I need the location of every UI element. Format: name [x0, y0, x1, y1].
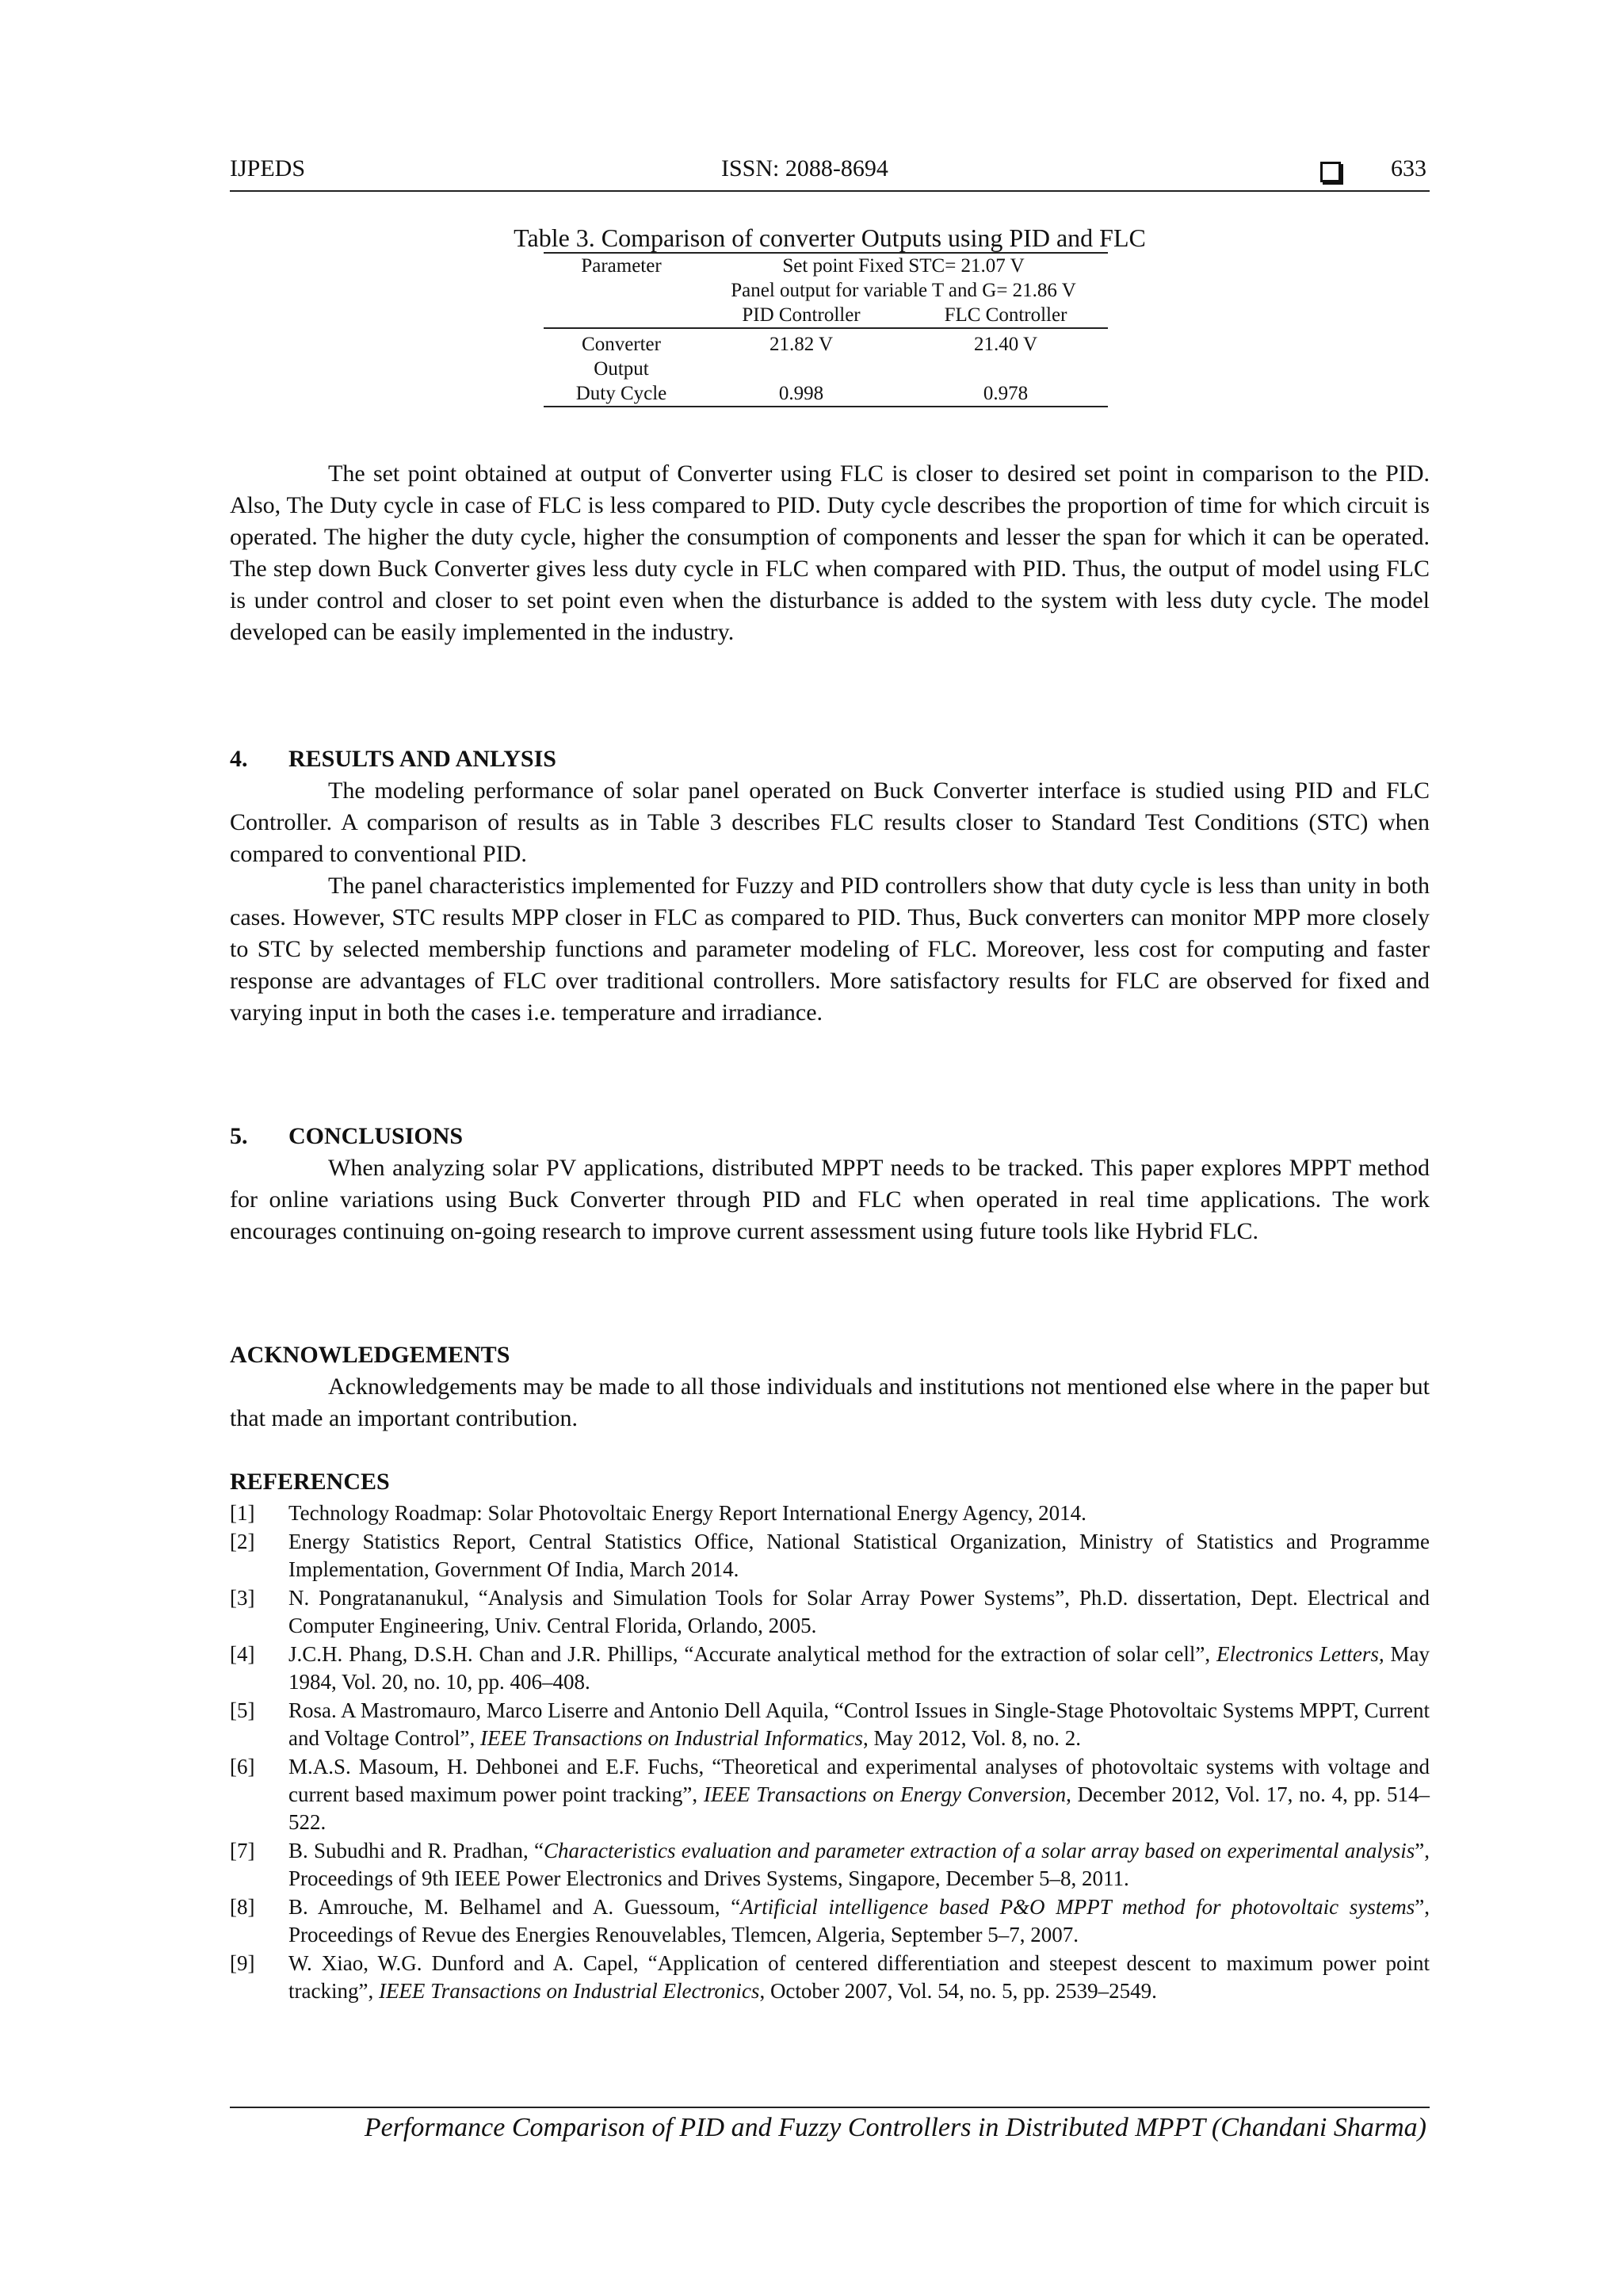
- acknowledgements-heading: ACKNOWLEDGEMENTS: [230, 1342, 510, 1368]
- table-row: [544, 381, 1108, 407]
- reference-item: [230, 1753, 1430, 1836]
- reference-number: [2]: [230, 1530, 255, 1553]
- section-heading-conclusions: [230, 1121, 463, 1152]
- table-header-setpoint-fixed: Set point Fixed STC= 21.07 V: [699, 253, 1108, 278]
- table-cell-flc: 0.978: [903, 381, 1108, 407]
- reference-number: [4]: [230, 1642, 255, 1666]
- section-heading-results: [230, 743, 556, 775]
- reference-text: Technology Roadmap: Solar Photovoltaic Energy Report International Energy Agency, 2014.: [288, 1501, 1086, 1525]
- reference-item: [230, 1950, 1430, 2005]
- table-header-flc: FLC Controller: [944, 304, 1067, 326]
- page-footer: [230, 2107, 1430, 2143]
- paragraph-text: The set point obtained at output of Converter using FLC is closer to desired set point in comparison to the PID. Also, The Duty cycle in case of FLC is less compared to PID. Duty cycle describes the proportion of time for which circuit is operated. The higher the duty cycle, higher the consumption of components and lesser the span for which it can be operated. The step down Buck Converter gives less duty cycle in FLC when compared with PID. Thus, the output of model using FLC is under control and closer to set point even when the disturbance is added to the system with less duty cycle. The model developed can be easily implemented in the industry.: [230, 460, 1430, 645]
- reference-number: [5]: [230, 1698, 255, 1722]
- section-title: RESULTS AND ANLYSIS: [288, 746, 556, 772]
- reference-text: N. Pongratananukul, “Analysis and Simulation Tools for Solar Array Power Systems”, Ph.D. dissertation, Dept. Electrical and Computer Engineering, Univ. Central Florida, Orlando, 2005.: [288, 1586, 1430, 1637]
- page-header: [230, 155, 1430, 192]
- reference-item: [230, 1528, 1430, 1584]
- paragraph-text: When analyzing solar PV applications, distributed MPPT needs to be tracked. This paper explores MPPT method for online variations using Buck Converter through PID and FLC when operated in real time applications. The work encourages continuing on-going research to improve current assessment using future tools like Hybrid FLC.: [230, 1155, 1430, 1244]
- section-number: 5.: [230, 1123, 248, 1149]
- table-cell-parameter: [544, 328, 699, 381]
- table-header-setpoint-variable: Panel output for variable T and G= 21.86 V: [731, 280, 1076, 301]
- reference-text: Rosa. A Mastromauro, Marco Liserre and Antonio Dell Aquila, “Control Issues in Single-Stage Photovoltaic Systems MPPT, Current and Voltage Control”, IEEE Transactions on Industrial Informatics, May 2012, Vol. 8, no. 2.: [288, 1698, 1430, 1750]
- issn: ISSN: 2088-8694: [721, 155, 888, 181]
- reference-item: [230, 1893, 1430, 1949]
- body-paragraph: [230, 1371, 1430, 1435]
- table-header-row: [544, 253, 1108, 278]
- body-paragraph: [230, 870, 1430, 1029]
- reference-item: [230, 1499, 1430, 1527]
- reference-text: B. Subudhi and R. Pradhan, “Characteristics evaluation and parameter extraction of a solar array based on experimental analysis”, Proceedings of 9th IEEE Power Electronics and Drives Systems, Singapore, December 5–8, 2011.: [288, 1839, 1430, 1890]
- table-caption: Table 3. Comparison of converter Outputs using PID and FLC: [514, 223, 1146, 252]
- section-title: CONCLUSIONS: [288, 1123, 464, 1149]
- reference-number: [7]: [230, 1839, 255, 1862]
- table-cell-parameter: Duty Cycle: [544, 381, 699, 407]
- table-cell-pid: 21.82 V: [699, 328, 903, 381]
- reference-number: [9]: [230, 1951, 255, 1975]
- table-cell-pid: 0.998: [699, 381, 903, 407]
- body-paragraph: [230, 1152, 1430, 1247]
- table-header-parameter: Parameter: [544, 253, 699, 278]
- table-header-row: [544, 278, 1108, 303]
- references-heading: REFERENCES: [230, 1469, 390, 1495]
- reference-item: [230, 1584, 1430, 1640]
- reference-number: [6]: [230, 1755, 255, 1778]
- reference-text: Energy Statistics Report, Central Statistics Office, National Statistical Organization, Ministry of Statistics and Programme Implementation, Government Of India, March 2014.: [288, 1530, 1430, 1581]
- footer-title: Performance Comparison of PID and Fuzzy Controllers in Distributed MPPT (Chandani Sharma): [364, 2113, 1426, 2142]
- page-number: 633: [1391, 155, 1426, 181]
- table-cell-text: Converter: [582, 334, 661, 355]
- table-header-row: [544, 303, 1108, 328]
- checkbox-square-icon: [1320, 162, 1341, 182]
- reference-item: [230, 1641, 1430, 1696]
- comparison-table: [544, 252, 1108, 407]
- paragraph-text: Acknowledgements may be made to all those individuals and institutions not mentioned else where in the paper but that made an important contribution.: [230, 1373, 1430, 1431]
- reference-number: [3]: [230, 1586, 255, 1610]
- paragraph-text: The panel characteristics implemented for Fuzzy and PID controllers show that duty cycle is less than unity in both cases. However, STC results MPP closer in FLC as compared to PID. Thus, Buck converters can monitor MPP more closely to STC by selected membership functions and parameter modeling of FLC. Moreover, less cost for computing and faster response are advantages of FLC over traditional controllers. More satisfactory results for FLC are observed for fixed and varying input in both the cases i.e. temperature and irradiance.: [230, 873, 1430, 1026]
- reference-item: [230, 1697, 1430, 1752]
- table-row: [544, 328, 1108, 381]
- reference-item: [230, 1837, 1430, 1893]
- paragraph-text: The modeling performance of solar panel operated on Buck Converter interface is studied using PID and FLC Controller. A comparison of results as in Table 3 describes FLC results closer to Standard Test Conditions (STC) when compared to conventional PID.: [230, 777, 1430, 867]
- section-number: 4.: [230, 746, 248, 772]
- reference-number: [8]: [230, 1895, 255, 1919]
- table-cell-text: Output: [594, 358, 649, 380]
- table-cell-flc: 21.40 V: [903, 328, 1108, 381]
- reference-number: [1]: [230, 1501, 255, 1525]
- table-header-pid: PID Controller: [742, 304, 861, 326]
- reference-text: B. Amrouche, M. Belhamel and A. Guessoum, “Artificial intelligence based P&O MPPT method for photovoltaic systems”, Proceedings of Revue des Energies Renouvelables, Tlemcen, Algeria, September 5–7, 2007.: [288, 1895, 1430, 1946]
- body-paragraph: [230, 775, 1430, 870]
- reference-text: J.C.H. Phang, D.S.H. Chan and J.R. Phillips, “Accurate analytical method for the extraction of solar cell”, Electronics Letters, May 1984, Vol. 20, no. 10, pp. 406–408.: [288, 1642, 1430, 1694]
- reference-text: M.A.S. Masoum, H. Dehbonei and E.F. Fuchs, “Theoretical and experimental analyses of photovoltaic systems with voltage and current based maximum power point tracking”, IEEE Transactions on Energy Conversion, December 2012, Vol. 17, no. 4, pp. 514–522.: [288, 1755, 1430, 1834]
- reference-list: [230, 1499, 1430, 2006]
- body-paragraph: [230, 458, 1430, 648]
- journal-name: IJPEDS: [230, 155, 306, 181]
- reference-text: W. Xiao, W.G. Dunford and A. Capel, “Application of centered differentiation and steepest descent to maximum power point tracking”, IEEE Transactions on Industrial Electronics, October 2007, Vol. 54, no. 5, pp. 2539–2549.: [288, 1951, 1430, 2003]
